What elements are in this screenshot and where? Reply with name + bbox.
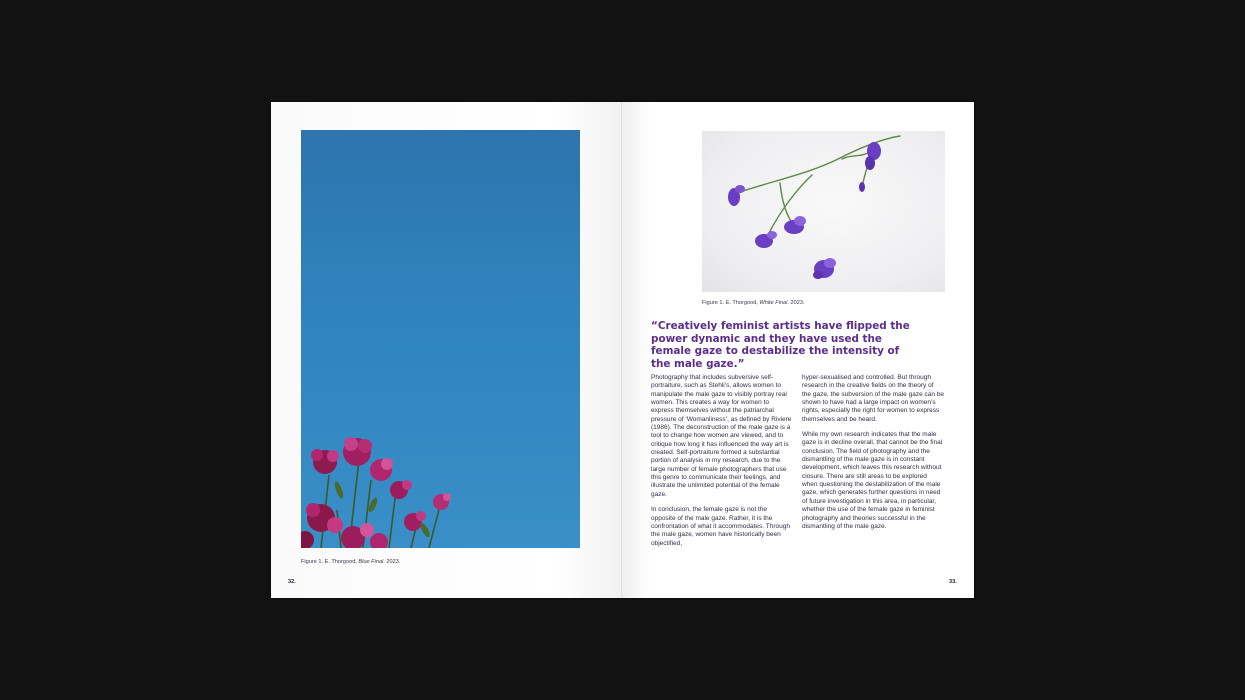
page-number-left: 32. (288, 579, 296, 585)
body-column-1 (651, 374, 793, 555)
paragraph: Photography that includes subversive self-portraiture, such as Stehli’s, allows women to manipulate the male gaze to visibly portray real women. This creates a way for women to express themselves without the patriarchal pressure of ‘Womanliness’, as defined by Riviere (1986). The deconstruction of the male gaze is a tool to change how women are viewed, and to critique how long it has influenced the way art is created. Self-portraiture formed a substantial portion of analysis in my research, due to the large number of female photographers that use this genre to communicate their feelings, and illustrate the unlimited potential of the female gaze. (651, 374, 792, 498)
page-number-right: 33. (949, 579, 957, 585)
body-column-2 (802, 374, 944, 538)
blue-final-photo (301, 130, 580, 548)
purple-flowers-illustration (702, 131, 945, 292)
paragraph: hyper-sexualised and controlled. But through research in the creative fields on the theory of the gaze, the subversion of the male gaze can be shown to have had a large impact on women’s rights, especially the right for women to express themselves and be heard. (802, 374, 945, 423)
magazine-spread (271, 102, 974, 598)
pull-quote: “Creatively feminist artists have flipped the power dynamic and they have used the female gaze to destabilize the intensity of the male gaze.” (651, 320, 910, 370)
figure-caption-left: Figure 1. E. Thorgood, Blue Final. 2023. (301, 559, 401, 565)
left-page (271, 102, 622, 598)
right-page (622, 102, 974, 598)
paragraph: While my own research indicates that the male gaze is in decline overall, that cannot be the final conclusion. The field of photography and the dismantling of the male gaze is in constant development, which leaves this research without closure. There are still areas to be explored when questioning the destabilization of the male gaze, which generates further questions in need of future investigation in this area, in particular, whether the use of the female gaze in feminist photography and theories successful in the dismantling of the male gaze. (802, 431, 943, 530)
paragraph: In conclusion, the female gaze is not the opposite of the male gaze. Rather, it is the confrontation of what it accommodates. Through the male gaze, women have historically been objectified, (651, 506, 790, 547)
white-final-photo (702, 131, 945, 292)
figure-caption-right: Figure 1. E. Thorgood, White Final. 2023. (702, 300, 805, 306)
pink-flowers-illustration (301, 130, 580, 548)
